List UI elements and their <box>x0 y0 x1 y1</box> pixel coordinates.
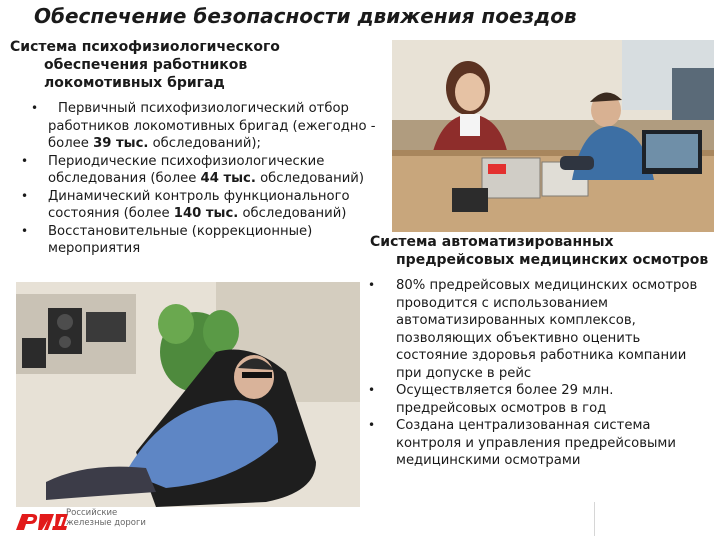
page-title: Обеспечение безопасности движения поездов <box>34 4 577 28</box>
logo-caption: Российские железные дороги <box>66 508 146 528</box>
list-item: • Периодические психофизиологические обследования (более 44 тыс. обследований) <box>21 153 365 186</box>
list-item: • Динамический контроль функционального состояния (более 140 тыс. обследований) <box>21 188 350 221</box>
list-item: • Создана централизованная система контроля и управления предрейсовыми медицинскими осмотрами <box>368 418 676 468</box>
left-bullet-list <box>21 100 378 258</box>
relaxation-chair-illustration <box>16 282 360 507</box>
left-section-heading <box>10 38 310 92</box>
right-heading-line2: предрейсовых медицинских осмотров <box>396 252 709 268</box>
bullet-icon: • <box>368 418 376 432</box>
medical-exam-photo <box>392 40 714 232</box>
left-heading-line3: локомотивных бригад <box>44 75 225 91</box>
left-heading-line2: обеспечения работников <box>44 57 248 73</box>
bullet-icon: • <box>368 278 376 292</box>
bullet-icon: • <box>21 223 29 238</box>
bullet-icon: • <box>21 153 29 168</box>
bullet-icon: • <box>368 383 376 397</box>
list-item: • Осуществляется более 29 млн. предрейсовых осмотров в год <box>368 383 614 416</box>
right-bullet-list <box>368 277 716 470</box>
bullet-icon: • <box>31 101 39 115</box>
medical-exam-illustration <box>392 40 714 232</box>
left-heading-line1: Система психофизиологического <box>10 39 280 55</box>
divider <box>594 502 595 536</box>
right-section-heading <box>370 233 715 269</box>
relaxation-chair-photo <box>16 282 360 507</box>
list-item: • Восстановительные (коррекционные) мероприятия <box>21 223 313 256</box>
list-item: • Первичный психофизиологический отбор работников локомотивных бригад (ежегодно - более 39 тыс. обследований); <box>48 100 378 153</box>
right-heading-line1: Система автоматизированных <box>370 234 614 250</box>
bullet-icon: • <box>21 188 29 203</box>
list-item: • 80% предрейсовых медицинских осмотров проводится с использованием автоматизированных комплексов, позволяющих объективно оценить состояние здоровья работника компании при допуске в рейс <box>368 278 698 381</box>
